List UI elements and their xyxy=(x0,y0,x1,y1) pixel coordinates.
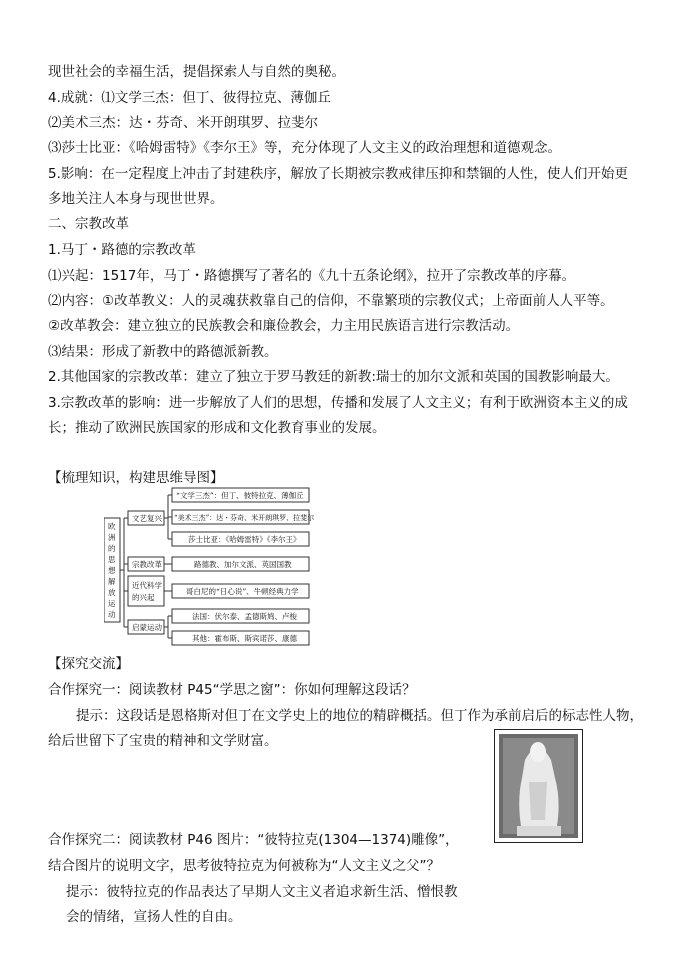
answer-1-line-1: 提示：这段话是恩格斯对但丁在文学史上的地位的精辟概括。但丁作为承前启后的标志性人物， xyxy=(76,708,643,724)
mindmap-branch-label: 文艺复兴 xyxy=(132,514,162,523)
section-heading: 二、宗教改革 xyxy=(48,216,129,232)
mindmap-leaf-text: “文学三杰”：但丁、彼特拉克、薄伽丘 xyxy=(176,491,304,500)
mindmap-root-text: 欧洲的思想解放运动 xyxy=(108,522,116,619)
question-1: 合作探究一：阅读教材 P45“学思之窗”：你如何理解这段话？ xyxy=(48,682,416,698)
petrarch-statue-photo xyxy=(494,729,583,843)
answer-1-line-2: 给后世留下了宝贵的精神和文学财富。 xyxy=(48,733,278,749)
text-line: ⑵美术三杰：达・芬奇、米开朗琪罗、拉斐尔 xyxy=(48,115,318,131)
answer-2-line-1: 提示：彼特拉克的作品表达了早期人文主义者追求新生活、憎恨教 xyxy=(66,884,458,900)
question-2-line-2: 结合图片的说明文字，思考彼特拉克为何被称为“人文主义之父”？ xyxy=(48,858,440,874)
mindmap-leaf-text: 路德教、加尔文派、英国国教 xyxy=(194,560,292,569)
text-line: 多地关注人本身与现世世界。 xyxy=(48,191,224,207)
mindmap-leaf-text: 莎士比亚：《哈姆雷特》《李尔王》 xyxy=(188,535,301,544)
mindmap-branch-label: 启蒙运动 xyxy=(132,623,162,632)
statue-image xyxy=(495,730,582,842)
mindmap-branch-label: 宗教改革 xyxy=(132,560,162,569)
text-line: ⑶莎士比亚：《哈姆雷特》《李尔王》等，充分体现了人文主义的政治理想和道德观念。 xyxy=(48,140,561,156)
mindmap-leaf-text: 哥白尼的“日心说”、牛顿经典力学 xyxy=(186,587,299,596)
text-line: ②改革教会：建立独立的民族教会和廉俭教会，力主用民族语言进行宗教活动。 xyxy=(48,318,520,334)
text-line: ⑴兴起：1517年，马丁・路德撰写了著名的《九十五条论纲》，拉开了宗教改革的序幕。 xyxy=(48,268,576,284)
text-line: 4.成就：⑴文学三杰：但丁、彼得拉克、薄伽丘 xyxy=(48,90,331,106)
text-line: ⑵内容：①改革教义：人的灵魂获救靠自己的信仰，不靠繁琐的宗教仪式；上帝面前人人平等。 xyxy=(48,293,614,309)
text-line: 现世社会的幸福生活，提倡探索人与自然的奥秘。 xyxy=(48,64,345,80)
mindmap-branch-label: 的兴起 xyxy=(132,593,155,602)
question-2-line-1: 合作探究二：阅读教材 P46 图片：“彼特拉克(1304—1374)雕像”， xyxy=(48,832,459,848)
answer-2-line-2: 会的情绪，宣扬人性的自由。 xyxy=(66,909,242,925)
text-line: 5.影响：在一定程度上冲击了封建秩序，解放了长期被宗教戒律压抑和禁锢的人性，使人们开始更 xyxy=(48,166,628,182)
text-line: 2.其他国家的宗教改革：建立了独立于罗马教廷的新教:瑞士的加尔文派和英国的国教影响最大。 xyxy=(48,369,619,385)
subsection-heading: 1.马丁・路德的宗教改革 xyxy=(48,242,196,258)
mindmap-leaf-text: “美术三杰”：达・芬奇、米开朗琪罗、拉斐尔 xyxy=(174,514,315,522)
mindmap-diagram xyxy=(104,484,324,646)
mindmap-heading: 【梳理知识，构建思维导图】 xyxy=(48,470,224,486)
mindmap-leaf-text: 法国：伏尔泰、孟德斯鸠、卢梭 xyxy=(192,612,297,621)
text-line: 长；推动了欧洲民族国家的形成和文化教育事业的发展。 xyxy=(48,420,386,436)
text-line: ⑶结果：形成了新教中的路德派新教。 xyxy=(48,344,278,360)
explore-heading: 【探究交流】 xyxy=(48,656,129,672)
mindmap-leaf-text: 其他：霍布斯、斯宾诺莎、康德 xyxy=(192,634,297,643)
mindmap-branch-label: 近代科学 xyxy=(132,581,162,590)
text-line: 3.宗教改革的影响：进一步解放了人们的思想，传播和发展了人文主义；有利于欧洲资本主义的成 xyxy=(48,395,628,411)
